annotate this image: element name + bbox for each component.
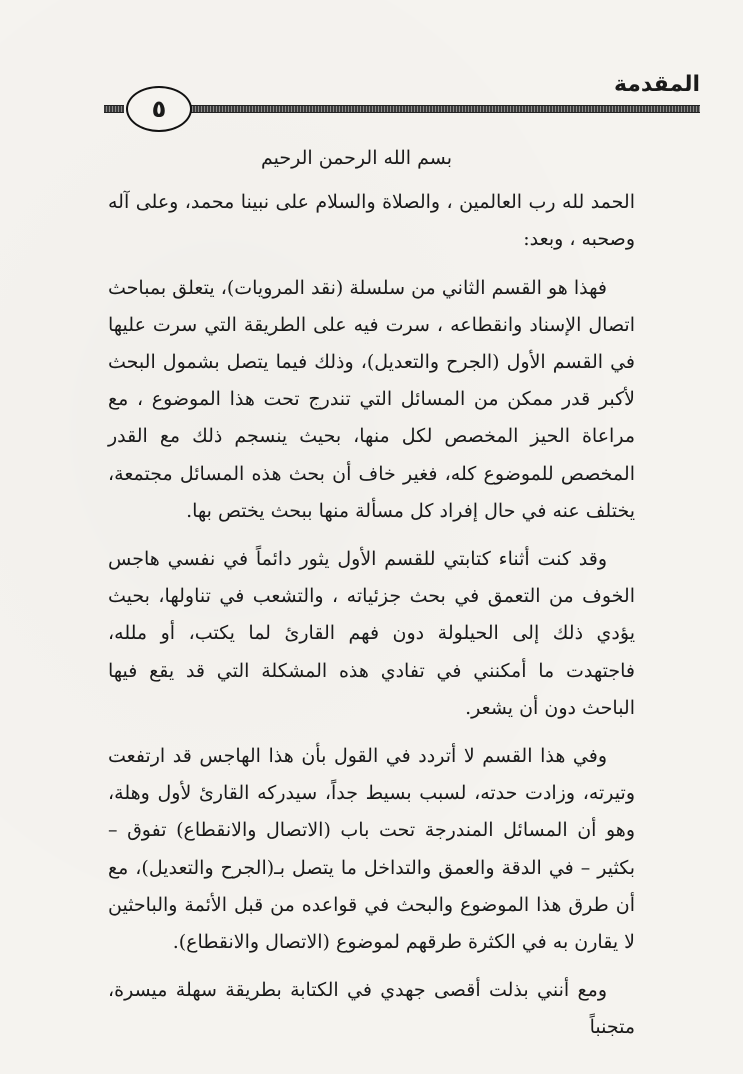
header-rule — [190, 105, 700, 113]
page-body — [108, 140, 635, 1047]
paragraph: ومع أنني بذلت أقصى جهدي في الكتابة بطريقة سهلة ميسرة، متجنباً — [108, 979, 635, 1039]
header-rule-end — [104, 105, 124, 113]
chapter-title: المقدمة — [613, 72, 700, 97]
paragraph: وفي هذا القسم لا أتردد في القول بأن هذا الهاجس قد ارتفعت وتيرته، وزادت حدته، لسبب بسيط جداً، سيدركه القارئ لأول وهلة، وهو أن المسائل المندرجة تحت باب (الاتصال والانقطاع) تفوق – بكثير – في الدقة والعمق والتداخل ما يتصل بـ(الجرح والتعديل)، مع أن طرق هذا الموضوع والبحث في قواعده من قبل الأئمة والباحثين لا يقارن به في الكثرة طرقهم لموضوع (الاتصال والانقطاع). — [108, 745, 635, 954]
paragraph-opening: الحمد لله رب العالمين ، والصلاة والسلام على نبينا محمد، وعلى آله وصحبه ، وبعد: — [108, 191, 635, 251]
page-header — [100, 60, 700, 130]
page-number: ٥ — [126, 86, 192, 132]
paragraph: فهذا هو القسم الثاني من سلسلة (نقد المرويات)، يتعلق بمباحث اتصال الإسناد وانقطاعه ، سرت فيه على الطريقة التي سرت عليها في القسم الأول (الجرح والتعديل)، وذلك فيما يتصل بشمول البحث لأكبر قدر ممكن من المسائل التي تندرج تحت هذا الموضوع ، مع مراعاة الحيز المخصص لكل منها، بحيث ينسجم ذلك مع القدر المخصص للموضوع كله، فغير خاف أن بحث هذه المسائل مجتمعة، يختلف عنه في حال إفراد كل مسألة منها ببحث يختص بها. — [108, 276, 635, 522]
paragraph: وقد كنت أثناء كتابتي للقسم الأول يثور دائماً في نفسي هاجس الخوف من التعمق في بحث جزئياته ، والتشعب في تناولها، بحيث يؤدي ذلك إلى الحيلولة دون فهم القارئ لما يكتب، أو ملله، فاجتهدت ما أمكنني في تفادي هذه المشكلة التي قد يقع فيها الباحث دون أن يشعر. — [108, 548, 635, 719]
basmala: بسم الله الرحمن الرحيم — [261, 147, 452, 169]
